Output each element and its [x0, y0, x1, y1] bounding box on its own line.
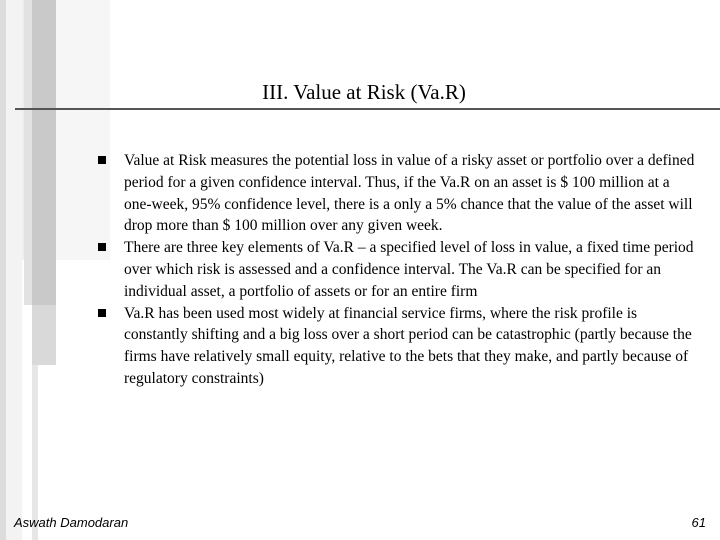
bullet-text: Va.R has been used most widely at financial service firms, where the risk profile is constantly shifting and a big loss over a short period can be catastrophic (partly because the firms have relatively small equity, relative to the bets that they make, and partly because of regulatory constraints): [124, 304, 692, 387]
bullet-item: [96, 303, 696, 390]
bullet-item: [96, 237, 696, 302]
page-number: 61: [691, 515, 706, 530]
bullet-text: Value at Risk measures the potential loss in value of a risky asset or portfolio over a defined period for a given confidence interval. Thus, if the Va.R on an asset is $ 100 million at a one-week, 95% confidence level, there is a only a 5% chance that the value of the asset will drop more than $ 100 million over any given week.: [124, 152, 695, 235]
title-divider: [15, 108, 720, 110]
square-bullet-icon: [98, 243, 106, 251]
slide-title: III. Value at Risk (Va.R): [262, 80, 466, 104]
bullet-text: There are three key elements of Va.R – a specified level of loss in value, a fixed time period over which risk is assessed and a confidence interval. The Va.R can be specified for an individual asset, a portfolio of assets or for an entire firm: [124, 239, 694, 300]
square-bullet-icon: [98, 309, 106, 317]
square-bullet-icon: [98, 156, 106, 164]
decoration-bar: [32, 0, 56, 305]
bullet-item: [96, 150, 696, 237]
footer-author: Aswath Damodaran: [14, 515, 129, 530]
decoration-bar: [32, 305, 56, 365]
bullet-list: [96, 150, 696, 390]
